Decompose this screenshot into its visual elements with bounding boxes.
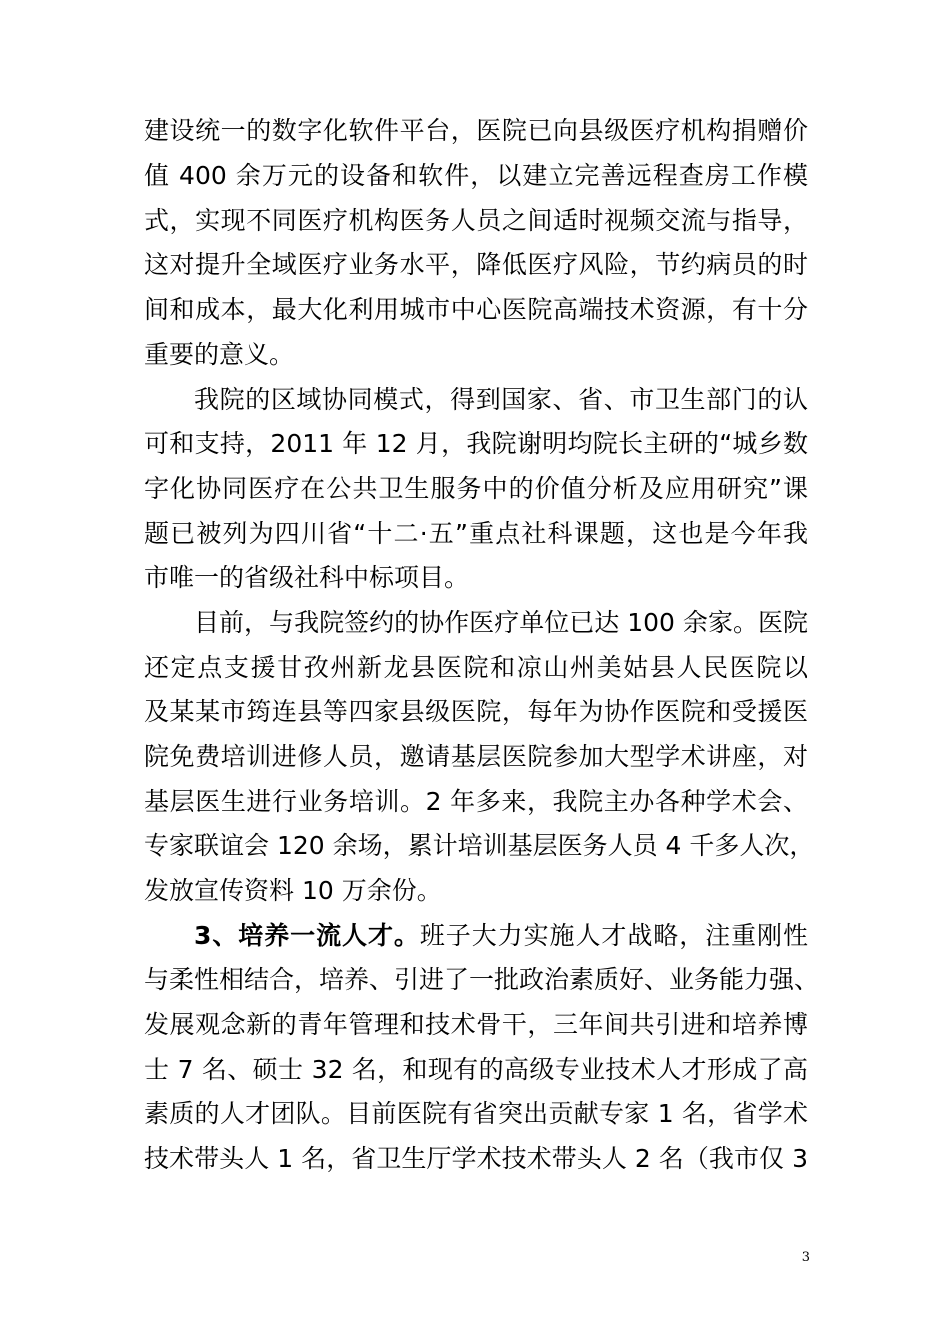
text-line: 发放宣传资料 10 万余份。 (144, 876, 442, 905)
text-line: 专家联谊会 120 余场，累计培训基层医务人员 4 千多人次， (144, 831, 815, 860)
text-line: 与柔性相结合，培养、引进了一批政治素质好、业务能力强、 (144, 965, 820, 994)
text-line: 基层医生进行业务培训。2 年多来，我院主办各种学术会、 (144, 787, 808, 816)
text-line: 及某某市筠连县等四家县级医院，每年为协作医院和受援医 (144, 697, 808, 726)
page-number: 3 (801, 1250, 810, 1265)
text-line: 题已被列为四川省“十二·五”重点社科课题，这也是今年我 (144, 519, 808, 548)
text-line: 技术带头人 1 名，省卫生厅学术技术带头人 2 名（我市仅 3 (144, 1144, 808, 1173)
text-line: 值 400 余万元的设备和软件，以建立完善远程查房工作模 (144, 161, 808, 190)
text-line: 发展观念新的青年管理和技术骨干，三年间共引进和培养博 (144, 1010, 808, 1039)
text-line: 建设统一的数字化软件平台，医院已向县级医疗机构捐赠价 (144, 116, 808, 145)
text-line: 还定点支援甘孜州新龙县医院和凉山州美姑县人民医院以 (144, 653, 808, 682)
text-line: 间和成本，最大化利用城市中心医院高端技术资源，有十分 (144, 295, 808, 324)
text-line (194, 920, 808, 952)
text-line: 重要的意义。 (144, 340, 295, 369)
text-line: 这对提升全域医疗业务水平，降低医疗风险，节约病员的时 (144, 250, 808, 279)
text-line: 目前，与我院签约的协作医疗单位已达 100 余家。医院 (194, 608, 808, 637)
text-line: 市唯一的省级社科中标项目。 (144, 563, 470, 592)
text-line: 士 7 名、硕士 32 名，和现有的高级专业技术人才形成了高 (144, 1055, 808, 1084)
section-heading: 3、培养一流人才。 (194, 921, 420, 950)
text-line-content: 班子大力实施人才战略，注重刚性 (419, 921, 808, 950)
text-line: 式，实现不同医疗机构医务人员之间适时视频交流与指导， (144, 206, 808, 235)
text-line: 素质的人才团队。目前医院有省突出贡献专家 1 名，省学术 (144, 1099, 808, 1128)
text-line: 院免费培训进修人员，邀请基层医院参加大型学术讲座，对 (144, 742, 808, 771)
text-line: 可和支持，2011 年 12 月，我院谢明均院长主研的“城乡数 (144, 429, 808, 458)
text-line: 字化协同医疗在公共卫生服务中的价值分析及应用研究”课 (144, 474, 808, 503)
text-line: 我院的区域协同模式，得到国家、省、市卫生部门的认 (194, 385, 808, 414)
